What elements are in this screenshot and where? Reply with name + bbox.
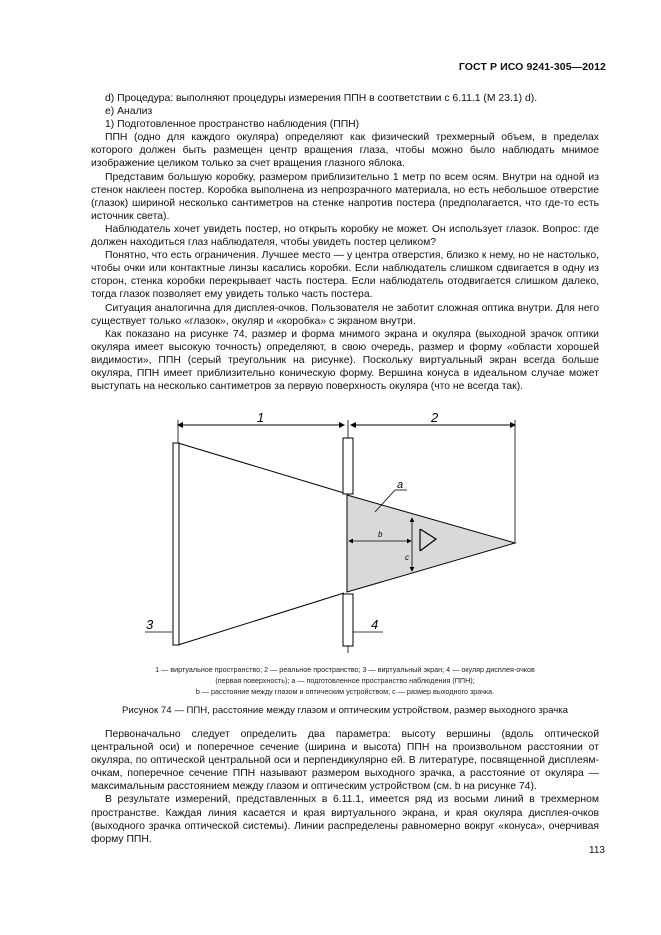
label-3: 3 [146, 617, 154, 632]
label-c: c [405, 553, 409, 562]
paragraph: 1) Подготовленное пространство наблюдения (ППН) [105, 119, 360, 131]
paragraph: Представим большую коробку, размером приблизительно 1 метр по всем осям. Внутри на одной из стенок наклеен постер. Коробка выполнена из непрозрачного материала, но есть небольшое отверстие (глазок) шириной несколько сантиметров на стенке напротив постера (предполагается, что где-то есть источник света). [91, 171, 599, 222]
eyepiece-lower [343, 594, 353, 646]
figure-74 [135, 408, 535, 658]
label-b: b [378, 530, 383, 539]
paragraph: ППН (одно для каждого окуляра) определяют как физический трехмерный объем, в пределах которого должен быть размещен центр вращения глаза, чтобы можно было наблюдать мнимое изображение целиком только за счет вращения глазного яблока. [91, 132, 599, 170]
page-number: 113 [589, 845, 605, 856]
document-header: ГОСТ Р ИСО 9241-305—2012 [458, 61, 606, 73]
label-4: 4 [371, 617, 379, 632]
paragraph: Первоначально следует определить два параметра: высоту вершины (вдоль оптической центральной оси) и поперечное сечение (ширина и высота) ППН на произвольном расстоянии от окуляра, по оптической центральной оси и перпендикулярно ей. В литературе, посвященной дисплеям-очкам, поперечное сечение ППН называют размером выходного зрачка, а расстояние от окуляра — максимальным расстоянием между глазом и оптическим устройством (см. b на рисунке 74). [91, 729, 599, 793]
paragraph: Как показано на рисунке 74, размер и форма мнимого экрана и окуляра (выходной зрачок оптики окуляра имеет высокую точность) определяют, в свою очередь, размер и форму «области хорошей видимости», ППН (серый треугольник на рисунке). Поскольку виртуальный экран всегда больше окуляра, ППН имеет приблизительно коническую форму. Вершина конуса в идеальном случае может выступать на несколько сантиметров за первую поверхность окуляра (что не всегда так). [91, 328, 599, 393]
cone-line [178, 443, 344, 493]
virtual-screen [173, 443, 179, 645]
figure-legend [91, 664, 599, 698]
paragraph: Ситуация аналогична для дисплея-очков. Пользователя не заботит сложная оптика внутри. Для него существует только «глазок», окуляр и «коробка» с экраном внутри. [91, 302, 599, 327]
paragraph: Понятно, что есть ограничения. Лучшее место — у центра отверстия, близко к нему, но не настолько, чтобы очки или контактные линзы касались коробки. Если наблюдатель слишком сдвигается в одну из сторон, стенка коробки перекрывает часть постера. Если наблюдатель отодвигается слишком далеко, тогда глазок позволяет ему увидеть только часть постера. [91, 250, 599, 301]
paragraph: d) Процедура: выполняют процедуры измерения ППН в соответствии с 6.11.1 (М 23.1) d). [105, 93, 538, 104]
figure-diagram [135, 408, 535, 658]
legend-line: (первая поверхность); a — подготовленное пространство наблюдения (ППН); [215, 676, 475, 686]
body-text-top [91, 92, 599, 393]
legend-line: b — расстояние между глазом и оптическим устройством; c — размер выходного зрачка. [195, 687, 495, 697]
eyepiece-upper [343, 438, 353, 494]
legend-line: 1 — виртуальное пространство; 2 — реальное пространство; 3 — виртуальный экран; 4 — окуляр дисплея-очков [155, 665, 535, 674]
label-1: 1 [257, 410, 265, 425]
cone-line [178, 593, 344, 645]
figure-caption: Рисунок 74 — ППН, расстояние между глазом и оптическим устройством, размер выходного зрачка [122, 705, 568, 716]
label-2: 2 [431, 410, 439, 425]
label-a: a [397, 479, 404, 491]
ppn-region [347, 495, 515, 592]
body-text-bottom [91, 728, 599, 846]
paragraph: e) Анализ [105, 106, 153, 118]
paragraph: В результате измерений, представленных в 6.11.1, имеется ряд из восьми линий в трехмерном пространстве. Каждая линия касается и края виртуального экрана, и края окуляра дисплея-очков (выходного зрачка оптической системы). Линии распределены равномерно вокруг «конуса», очерчивая форму ППН. [91, 794, 599, 845]
paragraph: Наблюдатель хочет увидеть постер, но открыть коробку не может. Он использует глазок. Вопрос: где должен находиться глаз наблюдателя, чтобы увидеть постер целиком? [91, 223, 599, 249]
